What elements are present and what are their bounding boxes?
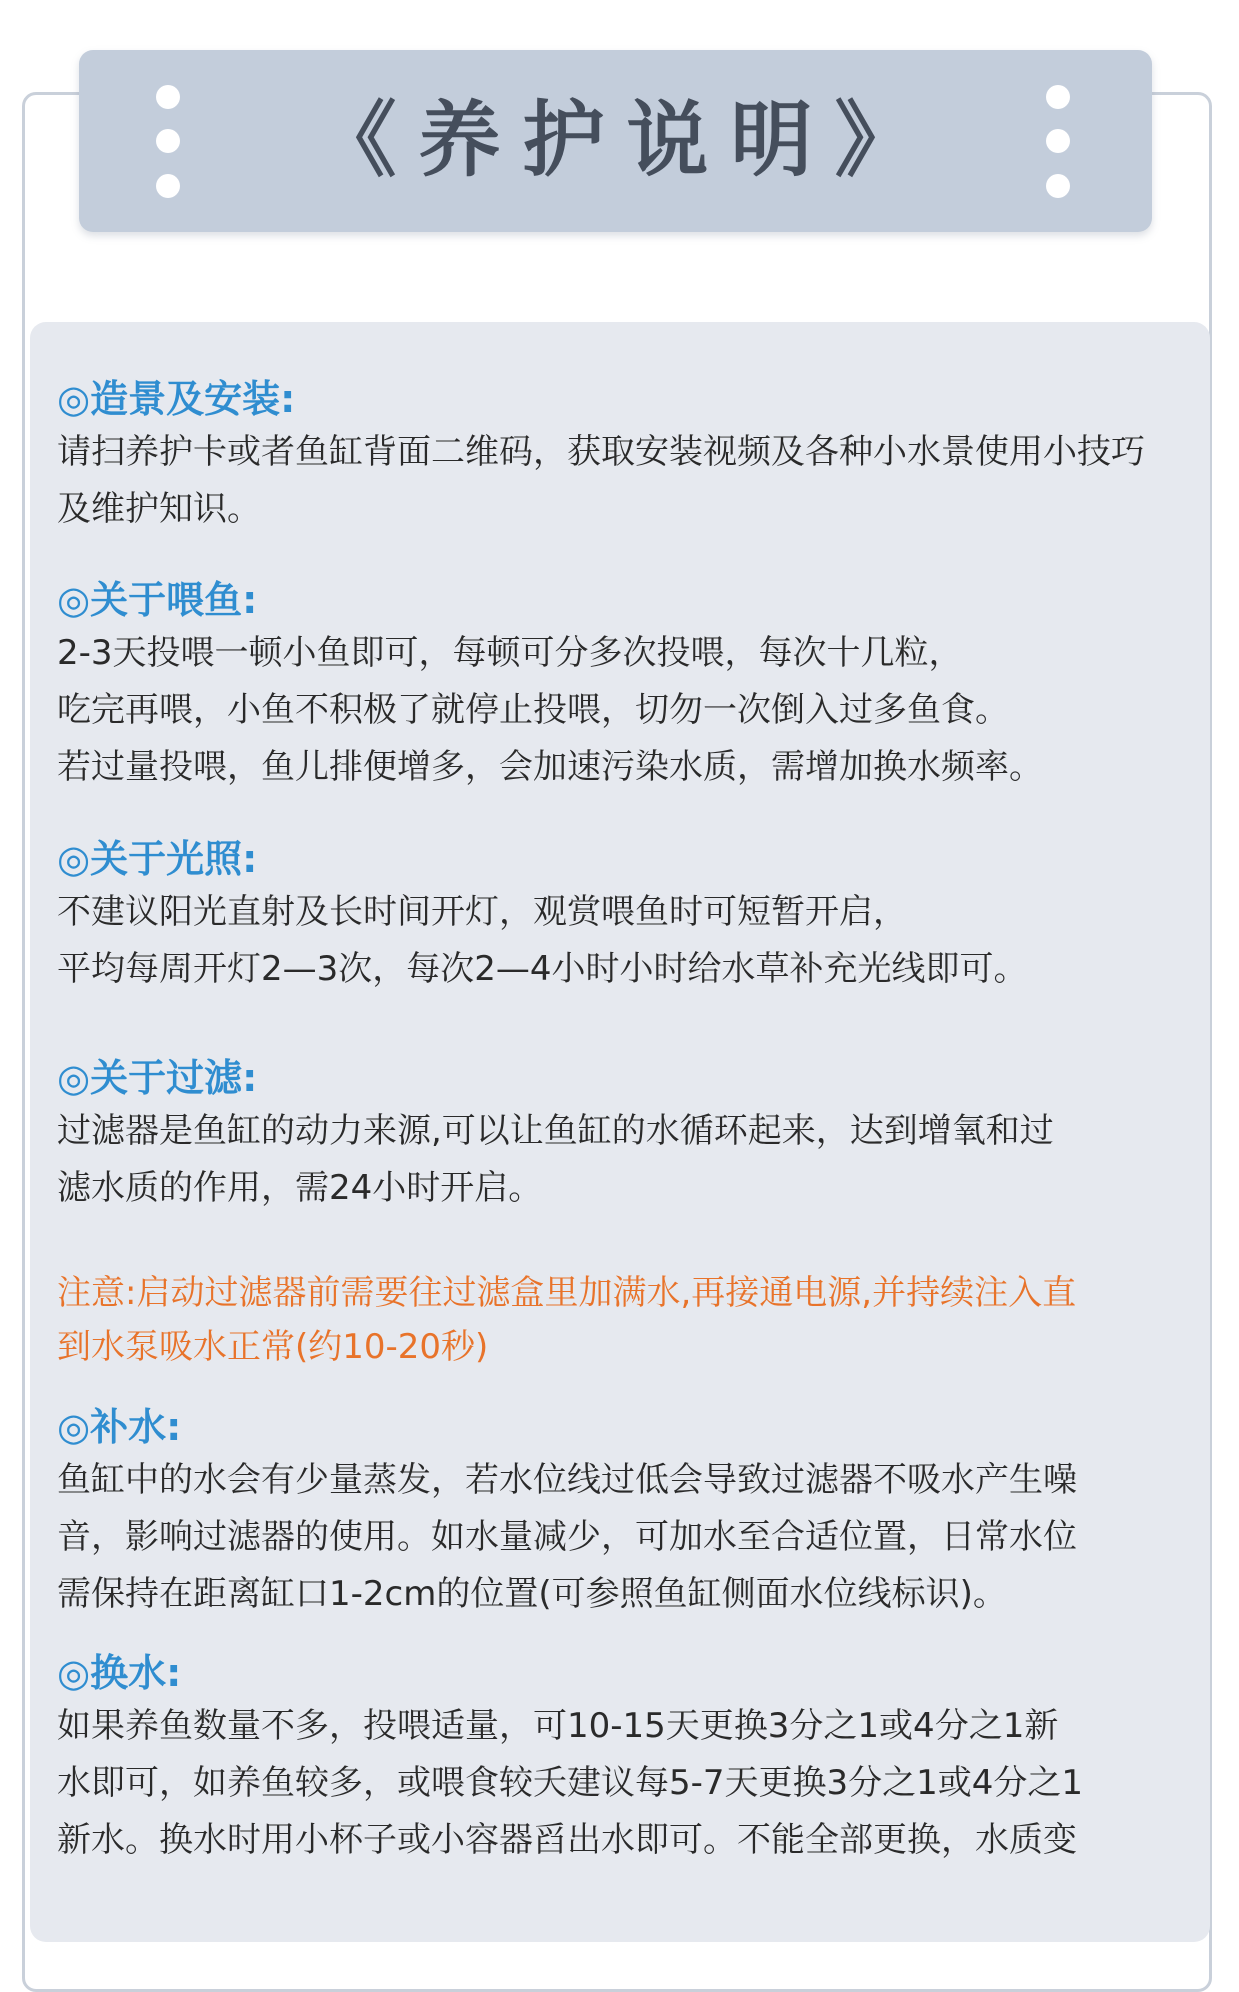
section-filter [57, 1053, 1187, 1217]
body-line: 吃完再喂，小鱼不积极了就停止投喂，切勿一次倒入过多鱼食。 [57, 690, 1009, 730]
banner-dot-right-1 [1046, 85, 1070, 109]
body-line: 2-3天投喂一顿小鱼即可，每顿可分多次投喂，每次十几粒， [57, 633, 963, 673]
body-line: 及维护知识。 [57, 489, 261, 529]
section-heading: ◎换水: [57, 1651, 182, 1695]
body-line: 滤水质的作用，需24小时开启。 [57, 1168, 543, 1208]
filter-note [57, 1266, 1187, 1374]
section-heading: ◎关于过滤: [57, 1056, 258, 1100]
body-line: 如果养鱼数量不多，投喂适量，可10-15天更换3分之1或4分之1新 [57, 1706, 1059, 1746]
body-line: 过滤器是鱼缸的动力来源,可以让鱼缸的水循环起来，达到增氧和过 [57, 1111, 1054, 1151]
body-line: 鱼缸中的水会有少量蒸发，若水位线过低会导致过滤器不吸水产生噪 [57, 1460, 1077, 1500]
body-line: 需保持在距离缸口1-2cm的位置(可参照鱼缸侧面水位线标识)。 [57, 1574, 1007, 1614]
note-line: 到水泵吸水正常(约10-20秒) [57, 1327, 489, 1367]
section-heading: ◎关于光照: [57, 837, 258, 881]
page-title: 《养护说明》 [314, 93, 939, 188]
banner-dot-right-3 [1046, 174, 1070, 198]
section-heading: ◎补水: [57, 1405, 182, 1449]
section-water-change [57, 1648, 1187, 1869]
title-banner [79, 50, 1152, 232]
body-line: 不建议阳光直射及长时间开灯，观赏喂鱼时可短暂开启， [57, 892, 907, 932]
section-heading: ◎造景及安装: [57, 377, 296, 421]
section-refill [57, 1402, 1187, 1623]
section-lighting [57, 834, 1187, 998]
body-line: 音，影响过滤器的使用。如水量减少，可加水至合适位置，日常水位 [57, 1517, 1077, 1557]
body-line: 水即可，如养鱼较多，或喂食较夭建议每5-7天更换3分之1或4分之1 [57, 1763, 1084, 1803]
body-line: 平均每周开灯2—3次，每次2—4小时小时给水草补充光线即可。 [57, 949, 1028, 989]
body-line: 新水。换水时用小杯子或小容器舀出水即可。不能全部更换，水质变 [57, 1820, 1077, 1860]
body-line: 若过量投喂，鱼儿排便增多，会加速污染水质，需增加换水频率。 [57, 747, 1043, 787]
note-line: 注意:启动过滤器前需要往过滤盒里加满水,再接通电源,并持续注入直 [57, 1273, 1077, 1313]
section-heading: ◎关于喂鱼: [57, 578, 258, 622]
section-setup [57, 374, 1187, 538]
body-line: 请扫养护卡或者鱼缸背面二维码，获取安装视频及各种小水景使用小技巧 [57, 432, 1145, 472]
banner-dot-right-2 [1046, 129, 1070, 153]
section-feeding [57, 575, 1187, 796]
